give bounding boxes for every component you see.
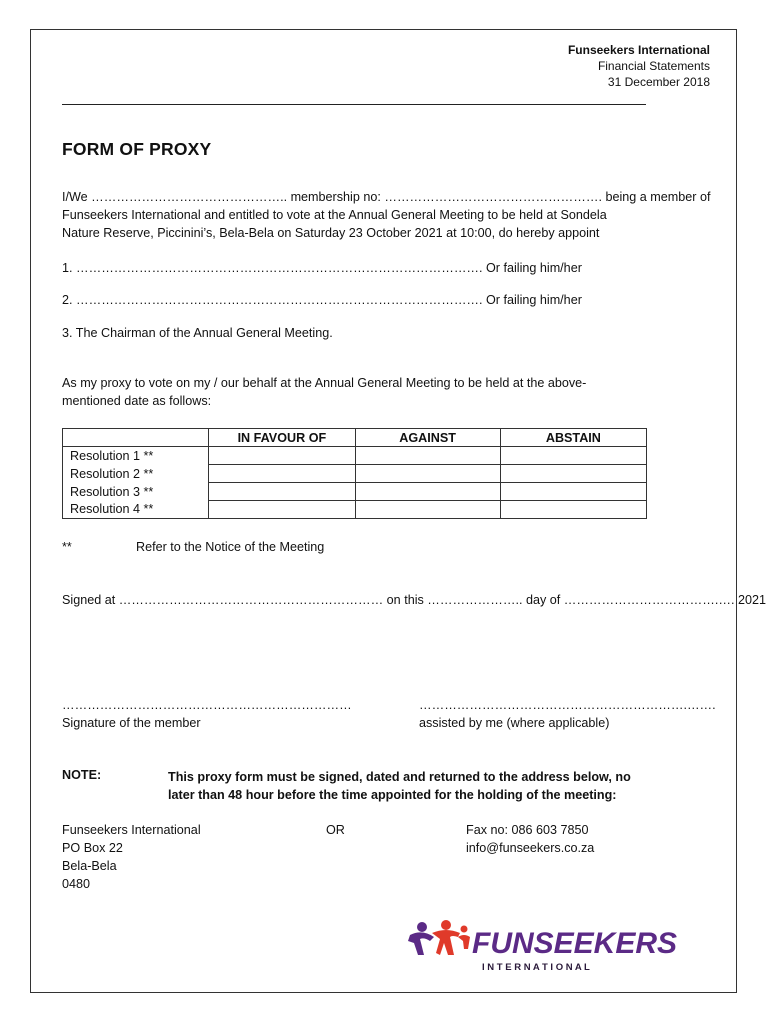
resolution-1-favour-cell[interactable] [209,447,355,465]
intro-line-1: I/We ……………………………………….. membership no: ……………………………………………. being a member of [62,190,711,204]
header-abstain: ABSTAIN [500,429,646,447]
address-line-4: 0480 [62,877,91,891]
table-row [63,465,647,483]
intro-line-2: Funseekers International and entitled to vote at the Annual General Meeting to be held at Sondela [62,208,607,222]
member-signature-line: …………………………………………………………… [62,698,352,712]
fax-number: Fax no: 086 603 7850 [466,823,589,837]
assist-signature-line: ……………………………………………………….……. [419,698,716,712]
resolution-3-label: Resolution 3 ** [63,483,209,501]
header-rule [62,104,646,105]
address-line-1: Funseekers International [62,823,201,837]
funseekers-logo [406,919,678,973]
header-cell-blank [63,429,209,447]
resolution-1-label: Resolution 1 ** [63,447,209,465]
address-or: OR [326,823,345,837]
resolution-4-abstain-cell[interactable] [500,501,646,519]
appoint-1: 1. ……………………………………………………………………………………. Or failing him/her [62,261,582,275]
address-line-3: Bela-Bela [62,859,117,873]
email-address[interactable]: info@funseekers.co.za [466,841,595,855]
assist-signature-label: assisted by me (where applicable) [419,716,610,730]
member-signature-label: Signature of the member [62,716,201,730]
form-title: FORM OF PROXY [62,139,212,159]
header-in-favour: IN FAVOUR OF [209,429,355,447]
intro-line-3: Nature Reserve, Piccinini’s, Bela-Bela on Saturday 23 October 2021 at 10:00, do hereby appoint [62,226,600,240]
resolution-3-abstain-cell[interactable] [500,483,646,501]
table-row [63,501,647,519]
note-line-1: This proxy form must be signed, dated and returned to the address below, no [168,770,631,784]
note-line-2: later than 48 hour before the time appointed for the holding of the meeting: [168,788,617,802]
logo-figures-icon [406,919,678,973]
resolution-2-abstain-cell[interactable] [500,465,646,483]
address-line-2: PO Box 22 [62,841,123,855]
voting-table [62,428,647,519]
appoint-3: 3. The Chairman of the Annual General Meeting. [62,326,333,340]
header-company: Funseekers International [567,43,710,57]
footnote-text: Refer to the Notice of the Meeting [136,540,325,554]
resolution-1-against-cell[interactable] [355,447,500,465]
proxy-text-line-1: As my proxy to vote on my / our behalf at the Annual General Meeting to be held at the above- [62,376,587,390]
resolution-4-against-cell[interactable] [355,501,500,519]
header-doc-title: Financial Statements [597,59,710,73]
resolution-1-abstain-cell[interactable] [500,447,646,465]
signed-at-line: Signed at ……………………………………………………… on this ………………….. day of ……………………………….…. 2021 [62,593,766,607]
resolution-2-against-cell[interactable] [355,465,500,483]
table-row [63,483,647,501]
resolution-3-favour-cell[interactable] [209,483,355,501]
footnote-mark: ** [62,540,72,554]
table-header-row [63,429,647,447]
table-row [63,447,647,465]
note-label: NOTE: [62,768,102,782]
header-against: AGAINST [355,429,500,447]
appoint-2: 2. ……………………………………………………………………………………. Or failing him/her [62,293,582,307]
proxy-text-line-2: mentioned date as follows: [62,394,212,408]
logo-wordmark: FUNSEEKERS [472,927,678,960]
resolution-2-favour-cell[interactable] [209,465,355,483]
header-block [568,42,710,90]
header-date: 31 December 2018 [607,75,710,89]
resolution-2-label: Resolution 2 ** [63,465,209,483]
resolution-4-label: Resolution 4 ** [63,501,209,519]
logo-subtitle: I N T E R N A T I O N A L [482,962,590,973]
resolution-3-against-cell[interactable] [355,483,500,501]
resolution-4-favour-cell[interactable] [209,501,355,519]
